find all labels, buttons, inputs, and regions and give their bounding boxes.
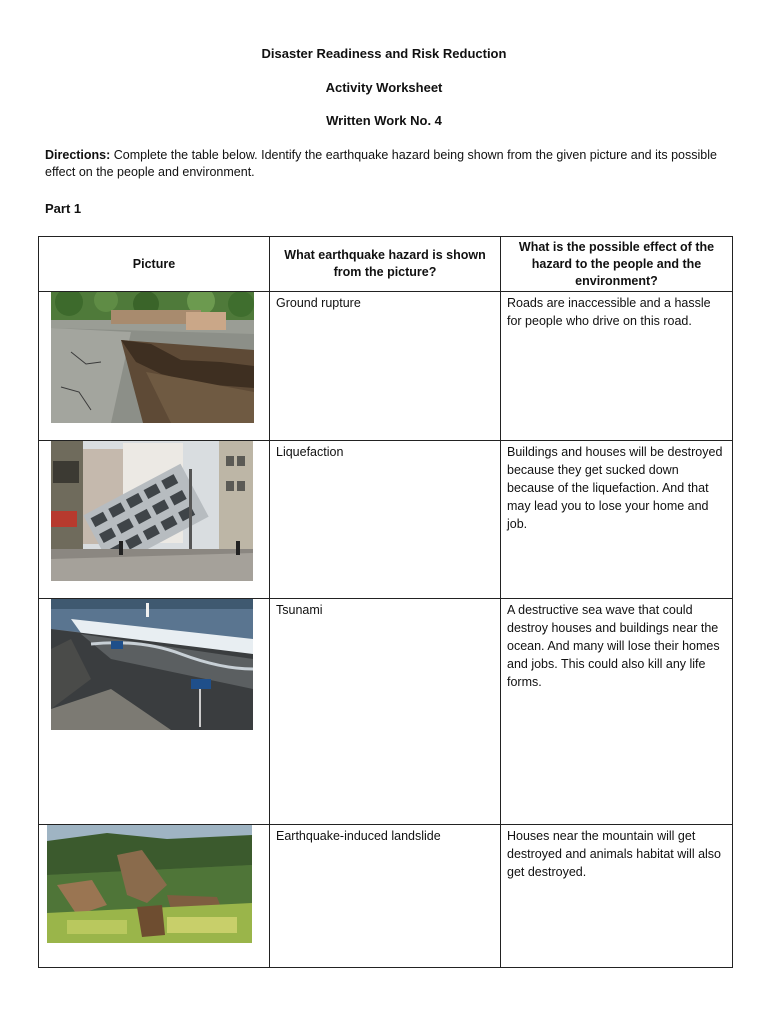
hazard-cell [270,441,501,599]
cracked-road-photo [51,292,254,423]
effect-cell [501,825,733,968]
directions-label: Directions: [45,148,111,162]
table-row [39,825,733,968]
hazard-text: Liquefaction [276,445,344,459]
hazard-text: Earthquake-induced landslide [276,829,441,843]
document-title: Disaster Readiness and Risk Reduction [261,46,507,61]
picture-cell [39,292,270,441]
effect-text: Houses near the mountain will get destroyed and animals habitat will also get destroyed. [507,829,722,879]
picture-cell [39,825,270,968]
table-row [39,441,733,599]
picture-cell [39,441,270,599]
table-header-row [39,237,733,292]
hazard-text: Tsunami [276,603,323,617]
hazard-cell [270,599,501,825]
table-row [39,292,733,441]
effect-cell [501,292,733,441]
worksheet-table [38,236,733,968]
document-subtitle: Activity Worksheet [325,80,443,95]
effect-text: Buildings and houses will be destroyed because they get sucked down because of the liquefaction. And that may lead you to lose your home and job. [507,445,723,531]
effect-text: Roads are inaccessible and a hassle for people who drive on this road. [507,296,711,328]
written-work-label: Written Work No. 4 [326,113,442,128]
hazard-cell [270,292,501,441]
directions [45,147,735,181]
tilted-building-photo [51,441,253,581]
column-header-picture: Picture [39,237,270,292]
table-row [39,599,733,825]
effect-cell [501,599,733,825]
column-header-effect: What is the possible effect of the hazard to the people and the environment? [501,237,733,292]
effect-cell [501,441,733,599]
hazard-cell [270,825,501,968]
landslide-aerial-photo [47,825,252,943]
picture-cell [39,599,270,825]
effect-text: A destructive sea wave that could destroy houses and buildings near the ocean. And many will lose their homes and jobs. This could also kill any life forms. [507,603,720,689]
part-label: Part 1 [45,201,82,216]
column-header-hazard: What earthquake hazard is shown from the picture? [270,237,501,292]
directions-text: Complete the table below. Identify the earthquake hazard being shown from the given picture and its possible effect on the people and environment. [45,148,717,179]
tsunami-wave-photo [51,599,253,730]
hazard-text: Ground rupture [276,296,361,310]
